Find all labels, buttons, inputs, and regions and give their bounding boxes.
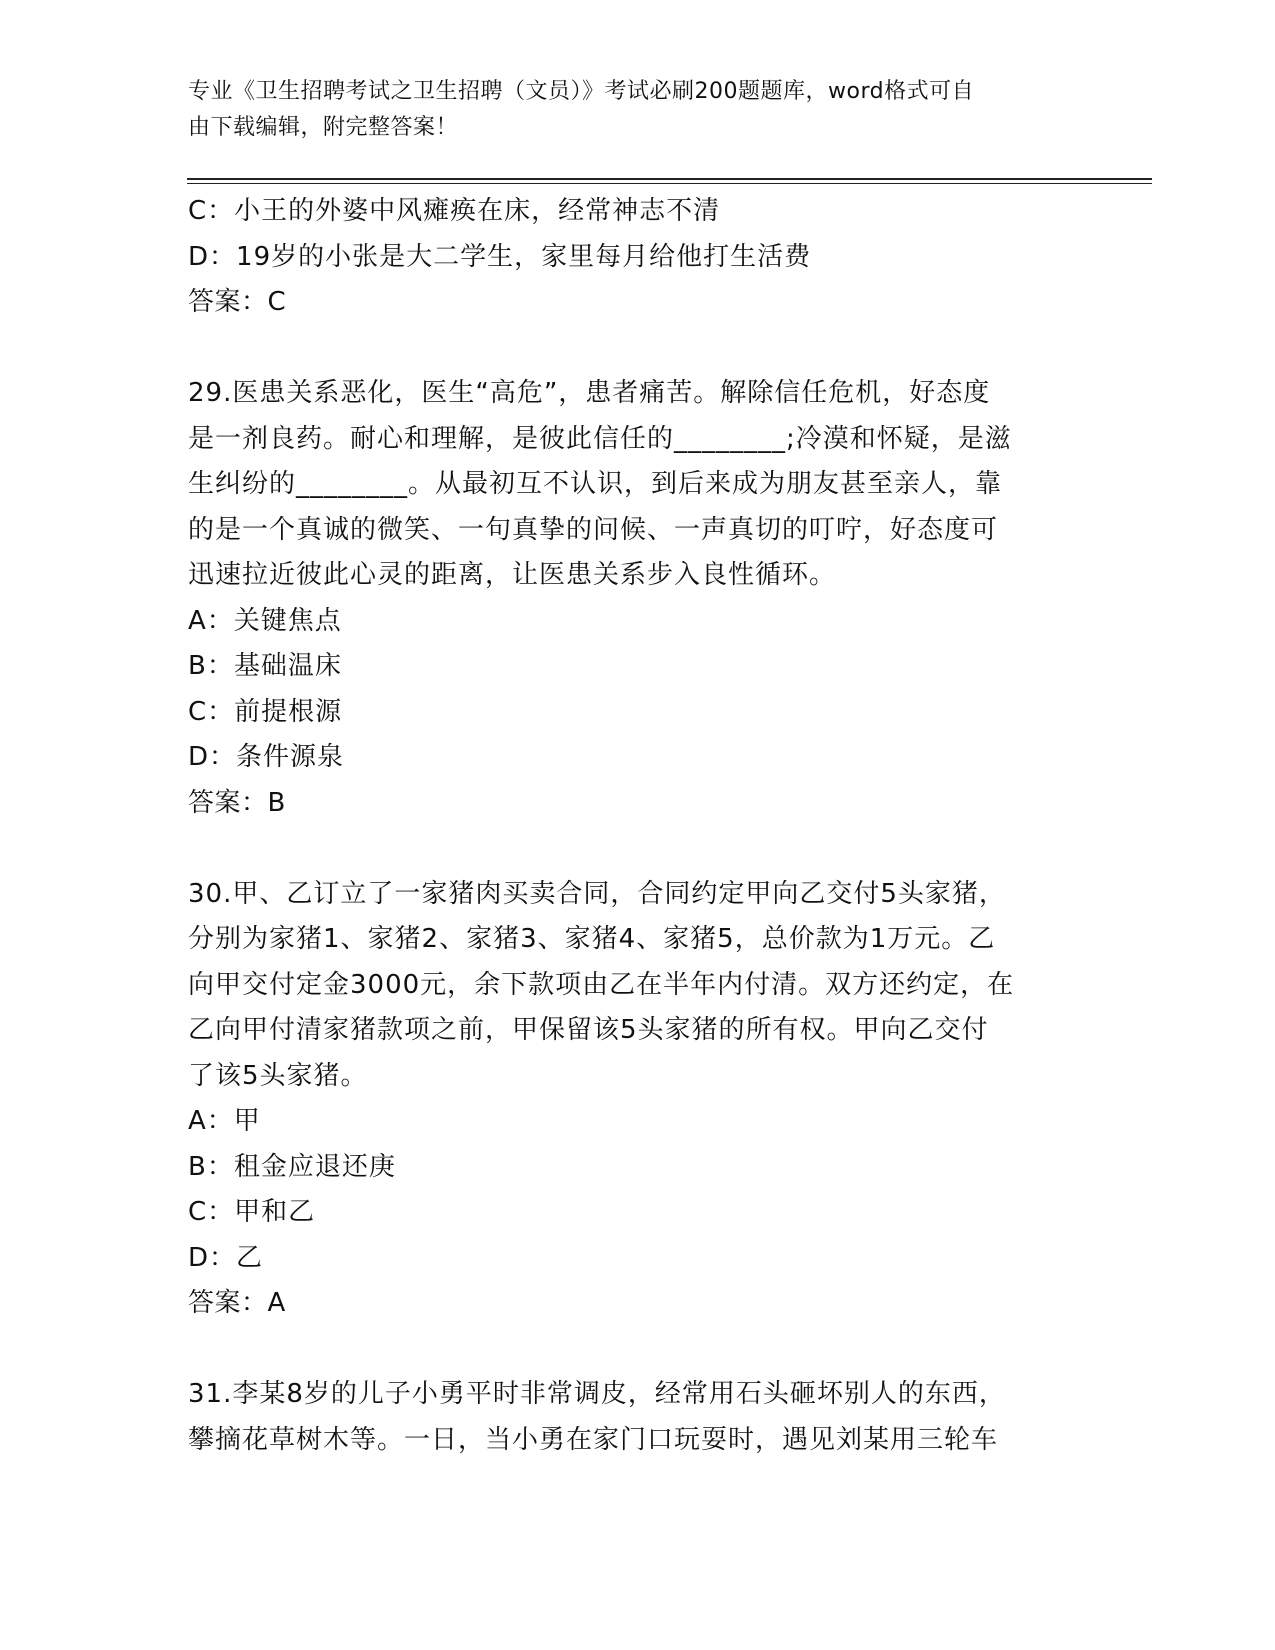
spacer <box>188 826 1088 872</box>
q29-option-c: C：前提根源 <box>188 696 343 727</box>
q29-answer: 答案：B <box>188 787 286 818</box>
q31-line: 31.李某8岁的儿子小勇平时非常调皮，经常用石头砸坏别人的东西， <box>188 1379 1006 1409</box>
q30-line: 分别为家猪1、家猪2、家猪3、家猪4、家猪5，总价款为1万元。乙 <box>188 924 996 954</box>
prev-answer: 答案：C <box>188 287 287 317</box>
q29-option-a: A：关键焦点 <box>188 605 342 636</box>
q30-line: 乙向甲付清家猪款项之前，甲保留该5头家猪的所有权。甲向乙交付 <box>188 1015 989 1045</box>
q30-option-d: D：乙 <box>188 1242 264 1273</box>
q30-option-b: B：租金应退还庚 <box>188 1151 396 1182</box>
q30-line: 向甲交付定金3000元，余下款项由乙在半年内付清。双方还约定，在 <box>188 969 1015 1000</box>
q30-line: 了该5头家猪。 <box>188 1060 368 1091</box>
q29-option-b: B：基础温床 <box>188 651 342 681</box>
q29-line: 29.医患关系恶化，医生“高危”，患者痛苦。解除信任危机，好态度 <box>188 378 991 408</box>
q29-line: 的是一个真诚的微笑、一句真挚的问候、一声真切的叮咛，好态度可 <box>188 514 999 545</box>
q29-line: 迅速拉近彼此心灵的距离，让医患关系步入良性循环。 <box>188 560 837 590</box>
q30-answer: 答案：A <box>188 1288 286 1318</box>
document-body <box>188 189 1088 1463</box>
prev-option-c: C：小王的外婆中风瘫痪在床，经常神志不清 <box>188 196 721 226</box>
spacer <box>188 1327 1088 1373</box>
page-header <box>188 74 1068 146</box>
header-rule-thin <box>187 183 1152 184</box>
q31-line: 攀摘花草树木等。一日，当小勇在家门口玩耍时，遇见刘某用三轮车 <box>188 1424 999 1455</box>
header-line: 专业《卫生招聘考试之卫生招聘（文员）》考试必刷200题题库，word格式可自 <box>188 79 975 104</box>
header-line: 由下载编辑，附完整答案！ <box>188 115 459 140</box>
header-rule <box>187 178 1152 180</box>
q29-line: 生纠纷的________。从最初互不认识，到后来成为朋友甚至亲人，靠 <box>188 469 1003 499</box>
spacer <box>188 326 1088 372</box>
q30-line: 30.甲、乙订立了一家猪肉买卖合同，合同约定甲向乙交付5头家猪， <box>188 878 1006 909</box>
q30-option-a: A：甲 <box>188 1106 261 1136</box>
q30-option-c: C：甲和乙 <box>188 1197 316 1227</box>
q29-line: 是一剂良药。耐心和理解，是彼此信任的________;冷漠和怀疑，是滋 <box>188 423 1012 454</box>
prev-option-d: D：19岁的小张是大二学生，家里每月给他打生活费 <box>188 241 812 272</box>
q29-option-d: D：条件源泉 <box>188 742 345 772</box>
